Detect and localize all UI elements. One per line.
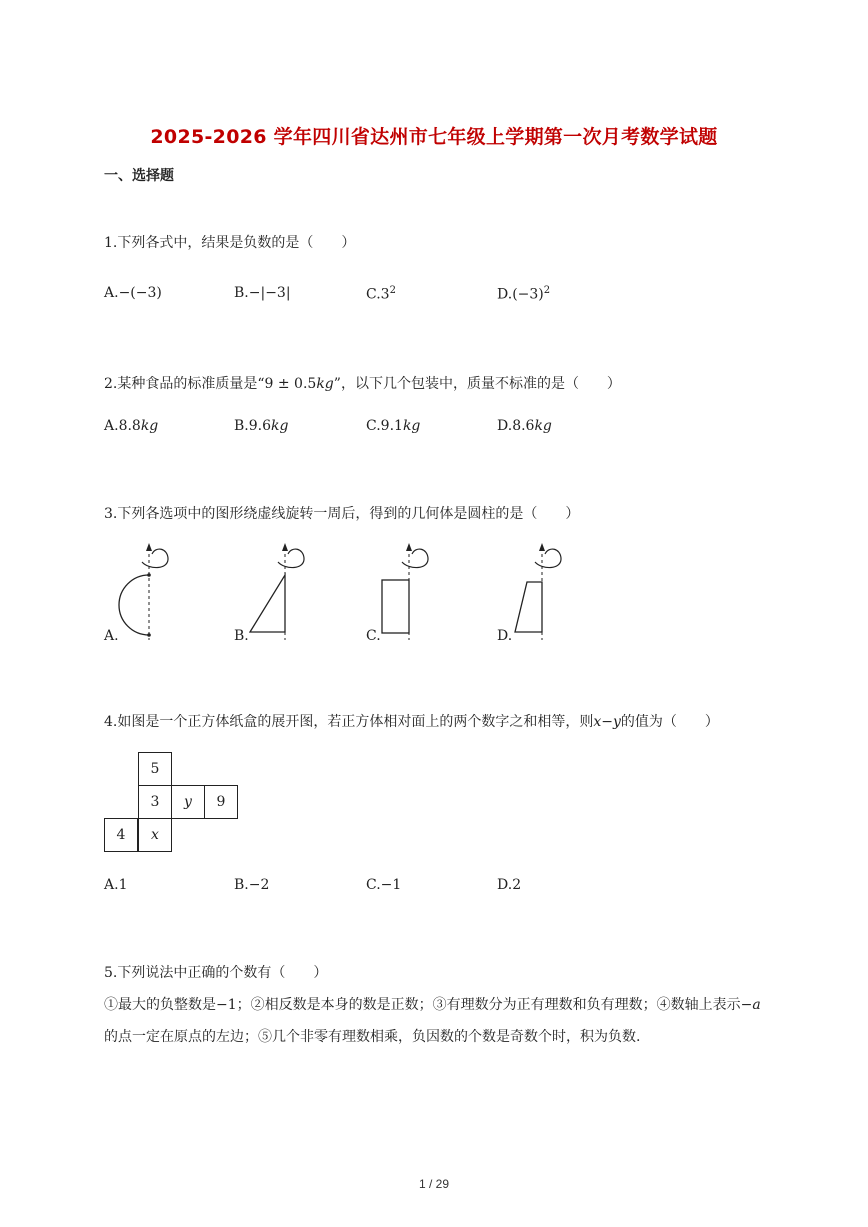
option-exponent: 2 <box>389 285 396 296</box>
question-2-stem <box>104 373 621 393</box>
stem-var: x−y <box>593 714 621 730</box>
option-label: B. <box>234 418 249 434</box>
stem-math: 9 ± 0.5 <box>264 376 317 392</box>
option-base: 3 <box>380 286 390 303</box>
section-heading: 一、选择题 <box>104 168 174 184</box>
option-expr: −|−3| <box>248 285 291 301</box>
option-unit: kg <box>271 418 289 434</box>
option-num: 8.6 <box>512 418 535 434</box>
statement-math: −1 <box>216 997 237 1013</box>
question-3-stem: 3.下列各选项中的图形绕虚线旋转一周后，得到的几何体是圆柱的是（ ） <box>104 506 580 522</box>
question-4-stem <box>104 711 719 731</box>
q3-option-a[interactable]: A. <box>104 628 119 644</box>
q1-option-d[interactable] <box>497 285 550 303</box>
option-unit: kg <box>402 418 421 434</box>
option-value: 1 <box>118 877 128 893</box>
q2-option-b[interactable] <box>234 418 288 434</box>
net-cell: y <box>171 785 205 819</box>
option-exponent: 2 <box>543 285 551 296</box>
question-5-stem: 5.下列说法中正确的个数有（ ） <box>104 965 328 981</box>
q2-option-a[interactable] <box>104 418 158 434</box>
option-label: B. <box>234 877 249 893</box>
statement-text: ①最大的负整数是 <box>104 997 216 1013</box>
stem-unit: kg <box>316 376 334 392</box>
q1-option-c[interactable] <box>366 285 396 303</box>
statement-text: 的点一定在原点的左边；⑤几个非零有理数相乘，负因数的个数是奇数个时，积为负数. <box>104 1029 641 1045</box>
option-label: A. <box>104 285 119 301</box>
stem-text: ”，以下几个包装中，质量不标准的是（ ） <box>333 376 621 392</box>
q4-option-c[interactable] <box>366 877 401 893</box>
net-cell: 3 <box>138 785 172 819</box>
option-num: 9.6 <box>248 418 272 434</box>
option-label: D. <box>497 286 513 303</box>
option-label: C. <box>366 877 381 893</box>
option-expr: −(−3) <box>118 285 162 301</box>
option-label: A. <box>104 418 119 434</box>
q4-option-b[interactable] <box>234 877 269 893</box>
q3-option-b[interactable]: B. <box>234 628 249 644</box>
q4-option-d[interactable] <box>497 877 521 893</box>
statement-text: ；②相反数是本身的数是正数；③有理数分为正有理数和负有理数；④数轴上表示 <box>236 997 741 1013</box>
net-cell: 4 <box>104 818 138 852</box>
option-label: B. <box>234 285 249 301</box>
cube-net <box>104 752 244 856</box>
q3-option-d[interactable]: D. <box>497 628 513 644</box>
option-value: −1 <box>380 877 402 893</box>
statement-math: −a <box>740 997 761 1013</box>
page-title: 2025-2026 学年四川省达州市七年级上学期第一次月考数学试题 <box>150 126 718 148</box>
option-num: 8.8 <box>118 418 141 434</box>
q2-option-d[interactable] <box>497 418 552 434</box>
net-cell: 9 <box>204 785 238 819</box>
option-value: 2 <box>512 877 522 893</box>
option-unit: kg <box>140 418 159 434</box>
stem-text: 4.如图是一个正方体纸盒的展开图，若正方体相对面上的两个数字之和相等，则 <box>104 714 594 730</box>
stem-text: 的值为（ ） <box>620 714 719 730</box>
option-label: A. <box>104 877 119 893</box>
figure-b-triangle <box>240 540 320 650</box>
option-label: C. <box>366 418 381 434</box>
option-num: 9.1 <box>380 418 403 434</box>
page-number: 1 / 29 <box>418 1177 450 1191</box>
option-label: D. <box>497 877 513 893</box>
question-5-statements <box>104 989 774 1053</box>
option-label: C. <box>366 286 381 303</box>
option-base: (−3) <box>512 286 544 303</box>
q1-option-a[interactable] <box>104 285 162 301</box>
net-cell: 5 <box>138 752 172 786</box>
q3-option-c[interactable]: C. <box>366 628 381 644</box>
question-1-stem: 1.下列各式中，结果是负数的是（ ） <box>104 235 356 251</box>
q4-option-a[interactable] <box>104 877 127 893</box>
q2-option-c[interactable] <box>366 418 420 434</box>
option-unit: kg <box>534 418 552 434</box>
option-label: D. <box>497 418 513 434</box>
stem-text: 2.某种食品的标准质量是“ <box>104 376 265 392</box>
option-value: −2 <box>248 877 270 893</box>
q1-option-b[interactable] <box>234 285 291 301</box>
net-cell: x <box>138 818 172 852</box>
